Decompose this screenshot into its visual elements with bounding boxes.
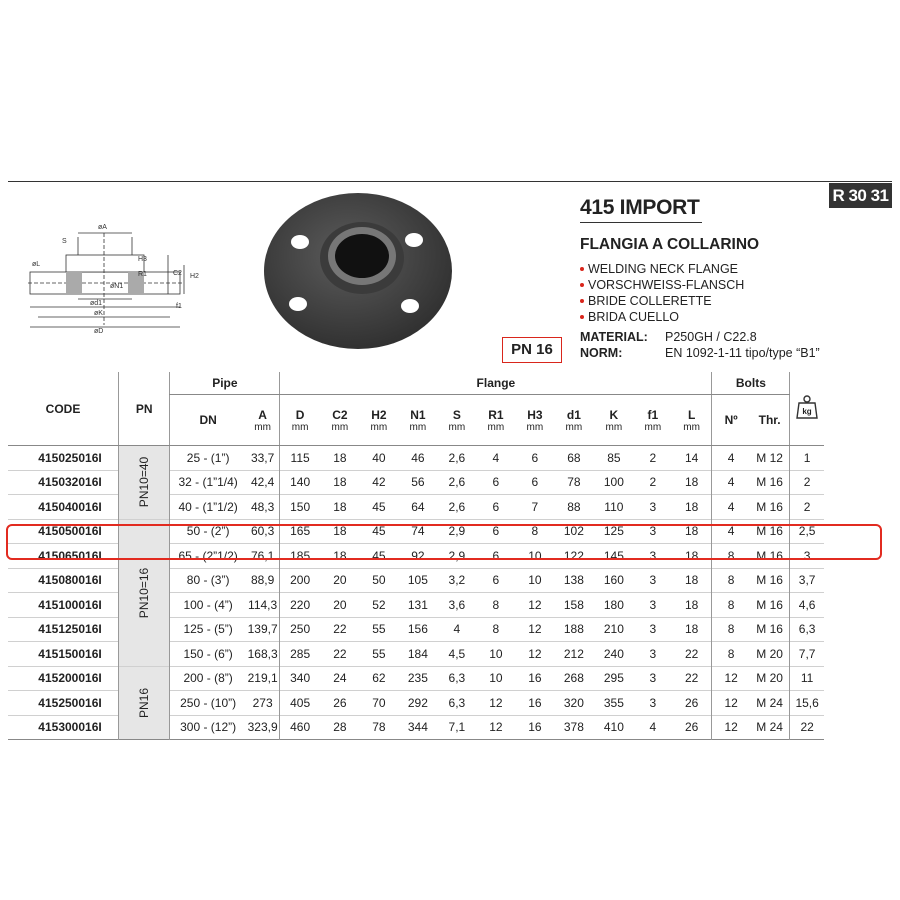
cell-l: 14 bbox=[684, 450, 699, 465]
svg-text:H3: H3 bbox=[138, 256, 147, 263]
cell-h3: 10 bbox=[528, 548, 542, 563]
cell-f1: 4 bbox=[649, 720, 657, 735]
cell-no: 4 bbox=[712, 495, 750, 520]
cell-code: 415050016I bbox=[38, 524, 102, 539]
cell-k: 180 bbox=[603, 597, 624, 612]
cell-dn: 200 - (8”) bbox=[170, 666, 246, 691]
cell-d: 140 bbox=[280, 470, 320, 495]
cell-code: 415300016I bbox=[38, 720, 102, 735]
cell-c2: 22 bbox=[333, 622, 347, 637]
cell-no: 12 bbox=[712, 666, 750, 691]
cell-n1: 184 bbox=[407, 646, 428, 661]
svg-text:øA: øA bbox=[98, 224, 107, 231]
group-header-flange: Flange bbox=[280, 372, 712, 395]
cell-r1: 12 bbox=[489, 720, 503, 735]
cell-r1: 6 bbox=[492, 548, 500, 563]
cell-code: 415080016I bbox=[38, 573, 102, 588]
cell-h3: 12 bbox=[528, 622, 542, 637]
product-title: 415 IMPORT bbox=[580, 196, 700, 219]
cell-l: 18 bbox=[684, 475, 699, 490]
cell-a: 273 bbox=[252, 695, 273, 710]
cell-k: 160 bbox=[603, 573, 624, 588]
col-header-no: Nº bbox=[712, 395, 750, 446]
cell-s: 4,5 bbox=[448, 646, 466, 661]
norm-value: EN 1092-1-11 tipo/type “B1” bbox=[665, 346, 820, 360]
cell-s: 6,3 bbox=[448, 671, 466, 686]
cell-no: 4 bbox=[712, 446, 750, 471]
cell-n1: 64 bbox=[411, 499, 425, 514]
translation-es: BRIDA CUELLO bbox=[580, 309, 744, 325]
cell-d1: 78 bbox=[567, 475, 581, 490]
cell-no: 4 bbox=[712, 470, 750, 495]
cell-k: 210 bbox=[603, 622, 624, 637]
col-header-kg bbox=[790, 372, 824, 446]
cell-code: 415032016I bbox=[38, 475, 102, 490]
cell-a: 323,9 bbox=[247, 720, 278, 735]
cell-kg: 3,7 bbox=[790, 568, 824, 593]
svg-text:øD: øD bbox=[94, 328, 104, 335]
col-header-f1: f1 mm bbox=[634, 395, 672, 446]
col-header-l: L mm bbox=[672, 395, 712, 446]
top-rule bbox=[8, 181, 892, 182]
cell-d: 285 bbox=[280, 642, 320, 667]
translation-en: WELDING NECK FLANGE bbox=[580, 261, 744, 277]
cell-d1: 158 bbox=[563, 597, 584, 612]
cell-kg: 1 bbox=[790, 446, 824, 471]
cell-c2: 24 bbox=[333, 671, 347, 686]
cell-dn: 125 - (5”) bbox=[170, 617, 246, 642]
table-row bbox=[8, 666, 824, 691]
cell-code: 415125016I bbox=[38, 622, 102, 637]
cell-dn: 100 - (4”) bbox=[170, 593, 246, 618]
cell-k: 85 bbox=[607, 450, 621, 465]
col-header-n1: N1 mm bbox=[398, 395, 438, 446]
cell-s: 2,6 bbox=[448, 499, 466, 514]
cell-c2: 20 bbox=[333, 573, 347, 588]
svg-text:H2: H2 bbox=[190, 273, 199, 280]
cell-c2: 18 bbox=[333, 548, 347, 563]
cell-no: 12 bbox=[712, 691, 750, 716]
cell-no: 4 bbox=[712, 519, 750, 544]
cell-h2: 40 bbox=[372, 450, 386, 465]
cell-d1: 212 bbox=[563, 646, 584, 661]
cell-d1: 378 bbox=[563, 720, 584, 735]
cell-s: 6,3 bbox=[448, 695, 466, 710]
cell-a: 168,3 bbox=[247, 646, 278, 661]
cell-kg: 3 bbox=[790, 544, 824, 569]
col-header-dn: DN bbox=[170, 395, 246, 446]
svg-text:øK: øK bbox=[94, 310, 103, 317]
col-header-code: CODE bbox=[8, 372, 119, 446]
norm-label: NORM: bbox=[580, 346, 623, 360]
group-header-pipe: Pipe bbox=[170, 372, 280, 395]
cell-no: 8 bbox=[712, 568, 750, 593]
dimensions-table bbox=[8, 372, 824, 740]
cell-f1: 3 bbox=[649, 524, 657, 539]
cell-a: 60,3 bbox=[250, 524, 275, 539]
cell-f1: 3 bbox=[649, 671, 657, 686]
cell-h2: 78 bbox=[372, 720, 386, 735]
col-header-h2: H2 mm bbox=[360, 395, 398, 446]
translation-de: VORSCHWEISS-FLANSCH bbox=[580, 277, 744, 293]
cell-d1: 68 bbox=[567, 450, 581, 465]
cell-h2: 52 bbox=[372, 597, 386, 612]
cell-h3: 12 bbox=[528, 646, 542, 661]
material-label: MATERIAL: bbox=[580, 330, 648, 344]
cell-l: 18 bbox=[684, 499, 699, 514]
cell-f1: 3 bbox=[649, 499, 657, 514]
cell-a: 219,1 bbox=[247, 671, 278, 686]
table-body bbox=[8, 446, 824, 740]
cell-h2: 55 bbox=[372, 646, 386, 661]
cell-d: 200 bbox=[280, 568, 320, 593]
cell-f1: 2 bbox=[649, 450, 657, 465]
cell-s: 4 bbox=[453, 622, 461, 637]
cell-code: 415250016I bbox=[38, 695, 102, 710]
cell-n1: 235 bbox=[407, 671, 428, 686]
cell-thr: M 24 bbox=[756, 695, 783, 710]
cell-a: 76,1 bbox=[250, 548, 275, 563]
cell-a: 88,9 bbox=[250, 573, 275, 588]
cell-k: 295 bbox=[603, 671, 624, 686]
cell-thr: M 16 bbox=[756, 475, 783, 490]
cell-l: 18 bbox=[684, 548, 699, 563]
cell-a: 33,7 bbox=[250, 450, 275, 465]
cell-kg: 2 bbox=[790, 495, 824, 520]
cell-thr: M 16 bbox=[756, 499, 783, 514]
col-header-d: D mm bbox=[280, 395, 320, 446]
flange-technical-drawing bbox=[18, 215, 208, 335]
cell-d: 340 bbox=[280, 666, 320, 691]
table-row bbox=[8, 446, 824, 471]
cell-pn-group bbox=[119, 666, 170, 740]
col-header-h3: H3 mm bbox=[516, 395, 554, 446]
cell-k: 145 bbox=[603, 548, 624, 563]
cell-n1: 105 bbox=[407, 573, 428, 588]
pn-group-label: PN10=40 bbox=[137, 457, 152, 508]
cell-f1: 3 bbox=[649, 622, 657, 637]
cell-d1: 188 bbox=[563, 622, 584, 637]
cell-thr: M 20 bbox=[756, 671, 783, 686]
cell-a: 42,4 bbox=[250, 475, 275, 490]
col-header-k: K mm bbox=[594, 395, 634, 446]
cell-f1: 3 bbox=[649, 573, 657, 588]
cell-s: 2,9 bbox=[448, 548, 466, 563]
cell-no: 8 bbox=[712, 617, 750, 642]
svg-text:S: S bbox=[62, 238, 67, 245]
cell-k: 355 bbox=[603, 695, 624, 710]
svg-text:f1: f1 bbox=[176, 303, 182, 310]
cell-c2: 22 bbox=[333, 646, 347, 661]
svg-text:R1: R1 bbox=[138, 271, 147, 278]
cell-thr: M 16 bbox=[756, 524, 783, 539]
cell-n1: 74 bbox=[411, 524, 425, 539]
cell-dn: 300 - (12”) bbox=[170, 715, 246, 740]
cell-dn: 40 - (1”1/2) bbox=[170, 495, 246, 520]
pn-group-label: PN16 bbox=[137, 687, 152, 718]
cell-h3: 16 bbox=[528, 671, 542, 686]
group-header-bolts: Bolts bbox=[712, 372, 790, 395]
cell-f1: 3 bbox=[649, 548, 657, 563]
cell-d: 150 bbox=[280, 495, 320, 520]
cell-no: 8 bbox=[712, 593, 750, 618]
cell-d1: 102 bbox=[563, 524, 584, 539]
cell-k: 240 bbox=[603, 646, 624, 661]
cell-c2: 26 bbox=[333, 695, 347, 710]
cell-s: 2,6 bbox=[448, 475, 466, 490]
cell-c2: 28 bbox=[333, 720, 347, 735]
svg-text:øN1: øN1 bbox=[110, 283, 124, 290]
cell-no: 8 bbox=[712, 544, 750, 569]
cell-l: 22 bbox=[684, 671, 699, 686]
cell-d: 460 bbox=[280, 715, 320, 740]
cell-dn: 50 - (2”) bbox=[170, 519, 246, 544]
cell-kg: 4,6 bbox=[790, 593, 824, 618]
cell-code: 415150016I bbox=[38, 646, 102, 661]
cell-l: 26 bbox=[684, 695, 699, 710]
cell-h3: 10 bbox=[528, 573, 542, 588]
cell-kg: 7,7 bbox=[790, 642, 824, 667]
cell-dn: 65 - (2”1/2) bbox=[170, 544, 246, 569]
cell-d1: 88 bbox=[567, 499, 581, 514]
cell-c2: 18 bbox=[333, 475, 347, 490]
cell-n1: 156 bbox=[407, 622, 428, 637]
cell-n1: 344 bbox=[407, 720, 428, 735]
cell-h2: 45 bbox=[372, 548, 386, 563]
material-value: P250GH / C22.8 bbox=[665, 330, 757, 344]
cell-kg: 6,3 bbox=[790, 617, 824, 642]
cell-l: 26 bbox=[684, 720, 699, 735]
cell-r1: 12 bbox=[489, 695, 503, 710]
cell-pn-group bbox=[119, 446, 170, 520]
cell-h3: 8 bbox=[531, 524, 539, 539]
cell-a: 114,3 bbox=[248, 597, 278, 612]
cell-a: 48,3 bbox=[250, 499, 275, 514]
cell-s: 3,2 bbox=[448, 573, 466, 588]
cell-f1: 3 bbox=[649, 695, 657, 710]
cell-k: 410 bbox=[603, 720, 624, 735]
cell-n1: 46 bbox=[411, 450, 425, 465]
product-subtitle: FLANGIA A COLLARINO bbox=[580, 236, 760, 253]
cell-r1: 6 bbox=[492, 573, 500, 588]
cell-r1: 6 bbox=[492, 499, 500, 514]
cell-c2: 18 bbox=[333, 499, 347, 514]
flange-photo bbox=[258, 186, 458, 351]
cell-code: 415100016I bbox=[38, 597, 102, 612]
cell-d: 115 bbox=[280, 446, 320, 471]
cell-f1: 3 bbox=[649, 597, 657, 612]
cell-dn: 80 - (3”) bbox=[170, 568, 246, 593]
table-row bbox=[8, 519, 824, 544]
col-header-c2: C2 mm bbox=[320, 395, 360, 446]
cell-h3: 7 bbox=[531, 499, 539, 514]
col-header-s: S mm bbox=[438, 395, 476, 446]
cell-c2: 20 bbox=[333, 597, 347, 612]
svg-text:kg: kg bbox=[802, 407, 812, 416]
cell-k: 125 bbox=[603, 524, 624, 539]
cell-h2: 50 bbox=[372, 573, 386, 588]
cell-r1: 10 bbox=[489, 646, 503, 661]
cell-kg: 11 bbox=[790, 666, 824, 691]
cell-l: 18 bbox=[684, 622, 699, 637]
cell-s: 3,6 bbox=[448, 597, 466, 612]
cell-n1: 92 bbox=[411, 548, 425, 563]
svg-text:C2: C2 bbox=[173, 270, 182, 277]
cell-a: 139,7 bbox=[247, 622, 278, 637]
cell-pn-group bbox=[119, 519, 170, 666]
cell-d: 250 bbox=[280, 617, 320, 642]
cell-l: 18 bbox=[684, 524, 699, 539]
cell-r1: 4 bbox=[492, 450, 500, 465]
cell-s: 2,6 bbox=[448, 450, 466, 465]
cell-d1: 122 bbox=[563, 548, 584, 563]
cell-kg: 15,6 bbox=[790, 691, 824, 716]
cell-d1: 320 bbox=[563, 695, 584, 710]
cell-r1: 8 bbox=[492, 597, 500, 612]
cell-l: 18 bbox=[684, 573, 699, 588]
col-header-a: A mm bbox=[246, 395, 280, 446]
col-header-pn: PN bbox=[119, 372, 170, 446]
cell-h3: 16 bbox=[528, 695, 542, 710]
cell-d: 185 bbox=[280, 544, 320, 569]
cell-d1: 138 bbox=[563, 573, 584, 588]
cell-d1: 268 bbox=[563, 671, 584, 686]
title-underline bbox=[580, 222, 702, 223]
cell-thr: M 24 bbox=[756, 720, 783, 735]
cell-kg: 2 bbox=[790, 470, 824, 495]
cell-f1: 2 bbox=[649, 475, 657, 490]
cell-s: 7,1 bbox=[448, 720, 466, 735]
col-header-thr: Thr. bbox=[750, 395, 790, 446]
cell-thr: M 16 bbox=[756, 573, 783, 588]
cell-code: 415040016I bbox=[38, 499, 102, 514]
cell-c2: 18 bbox=[333, 524, 347, 539]
cell-dn: 250 - (10”) bbox=[170, 691, 246, 716]
cell-kg: 22 bbox=[790, 715, 824, 740]
cell-d: 405 bbox=[280, 691, 320, 716]
cell-thr: M 20 bbox=[756, 646, 783, 661]
cell-thr: M 16 bbox=[756, 597, 783, 612]
translations-list bbox=[580, 261, 744, 325]
cell-h2: 62 bbox=[372, 671, 386, 686]
svg-text:ød1: ød1 bbox=[90, 300, 103, 307]
cell-r1: 6 bbox=[492, 475, 500, 490]
cell-h2: 45 bbox=[372, 524, 386, 539]
cell-l: 22 bbox=[684, 646, 699, 661]
cell-thr: M 16 bbox=[756, 622, 783, 637]
cell-n1: 131 bbox=[407, 597, 428, 612]
cell-dn: 25 - (1”) bbox=[170, 446, 246, 471]
cell-l: 18 bbox=[684, 597, 699, 612]
cell-dn: 32 - (1”1/4) bbox=[170, 470, 246, 495]
cell-code: 415200016I bbox=[38, 671, 102, 686]
cell-h3: 6 bbox=[531, 475, 539, 490]
cell-code: 415065016I bbox=[38, 548, 102, 563]
cell-d: 165 bbox=[280, 519, 320, 544]
cell-h2: 45 bbox=[372, 499, 386, 514]
cell-code: 415025016I bbox=[38, 450, 102, 465]
cell-c2: 18 bbox=[333, 450, 347, 465]
cell-kg: 2,5 bbox=[790, 519, 824, 544]
cell-h2: 70 bbox=[372, 695, 386, 710]
cell-k: 100 bbox=[603, 475, 624, 490]
cell-thr: M 12 bbox=[756, 450, 783, 465]
cell-dn: 150 - (6”) bbox=[170, 642, 246, 667]
cell-s: 2,9 bbox=[448, 524, 466, 539]
cell-no: 12 bbox=[712, 715, 750, 740]
cell-thr: M 16 bbox=[756, 548, 783, 563]
svg-text:øL: øL bbox=[32, 261, 41, 268]
translation-fr: BRIDE COLLERETTE bbox=[580, 293, 744, 309]
cell-r1: 8 bbox=[492, 622, 500, 637]
cell-h3: 6 bbox=[531, 450, 539, 465]
cell-k: 110 bbox=[604, 499, 624, 514]
cell-n1: 56 bbox=[411, 475, 425, 490]
cell-f1: 3 bbox=[649, 646, 657, 661]
cell-h2: 42 bbox=[372, 475, 386, 490]
cell-d: 220 bbox=[280, 593, 320, 618]
cell-r1: 10 bbox=[489, 671, 503, 686]
pressure-badge: PN 16 bbox=[502, 337, 562, 363]
col-header-r1: R1 mm bbox=[476, 395, 516, 446]
cell-no: 8 bbox=[712, 642, 750, 667]
weight-icon bbox=[796, 394, 818, 420]
cell-h3: 12 bbox=[528, 597, 542, 612]
cell-h2: 55 bbox=[372, 622, 386, 637]
cell-n1: 292 bbox=[407, 695, 428, 710]
col-header-d1: d1 mm bbox=[554, 395, 594, 446]
cell-r1: 6 bbox=[492, 524, 500, 539]
pn-group-label: PN10=16 bbox=[137, 567, 152, 618]
cell-h3: 16 bbox=[528, 720, 542, 735]
catalog-code-badge: R 30 31 bbox=[829, 183, 892, 208]
